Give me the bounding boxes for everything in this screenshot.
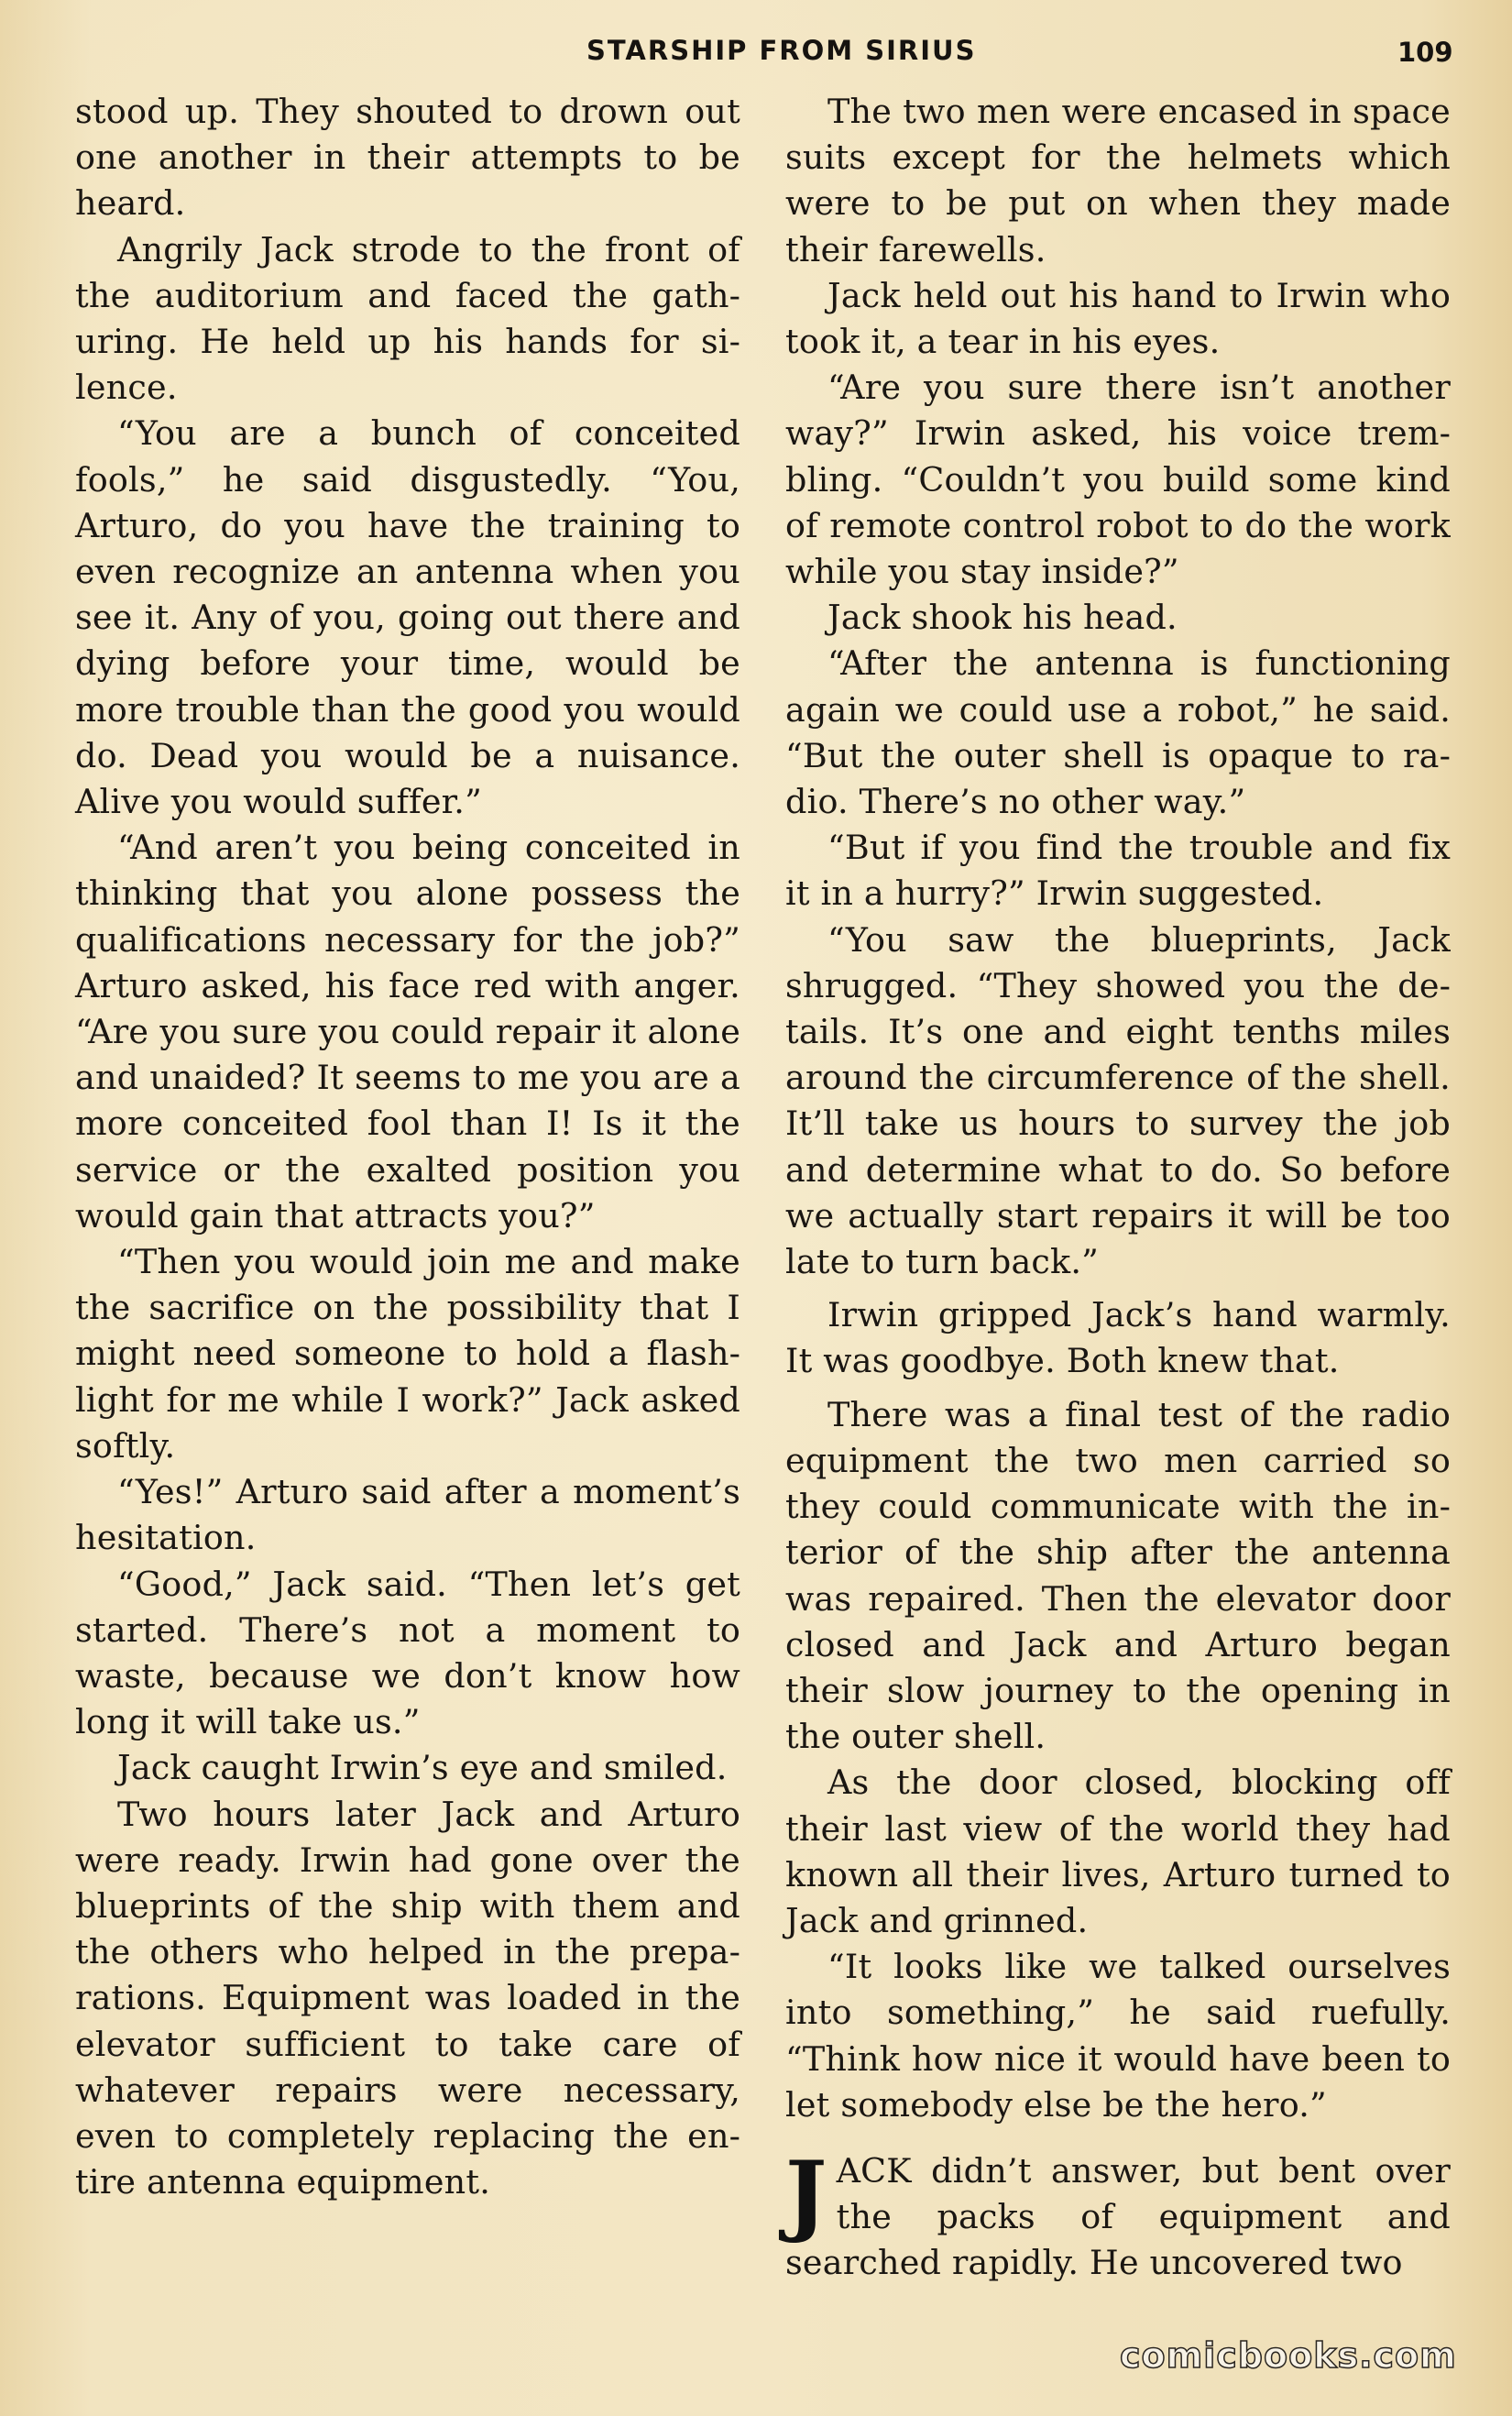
paragraph: “Then you would join me and make the sacrifice on the possibility that I might need someone to hold a flashlight for me while I work?” Jack asked softly. bbox=[75, 1242, 740, 1466]
paragraph: “You are a bunch of conceited fools,” he said disgustedly. “You, Arturo, do you have the training to even recognize an antenna when you see it. Any of you, going out there and dying before your time, would be more trouble than the good you would do. Dead you would be a nuisance. Alive you would suffer.” bbox=[75, 413, 740, 822]
paragraph: “You saw the blueprints, Jack shrugged. “They showed you the details. It’s one and eight tenths miles around the circumference of the shell. It’ll take us hours to survey the job and determine what to do. So before we actually start repairs it will be too late to turn back.” bbox=[785, 919, 1451, 1282]
page-number: 109 bbox=[1397, 37, 1453, 68]
paragraph: Jack shook his head. bbox=[827, 598, 1178, 638]
paragraph: There was a final test of the radio equipment the two men carried so they could communicate with the interior of the ship after the antenna was repaired. Then the elevator door closed and Jack and Arturo began their slow journey to the opening in the outer shell. bbox=[785, 1394, 1451, 1757]
paragraph: Angrily Jack strode to the front of the auditorium and faced the gathuring. He held up his hands for silence. bbox=[75, 229, 740, 408]
watermark: comicbooks.com bbox=[1120, 2335, 1457, 2376]
section-opening-paragraph bbox=[785, 2141, 1451, 2287]
paragraph: Irwin gripped Jack’s hand warmly. It was goodbye. Both knew that. bbox=[785, 1295, 1451, 1381]
paragraph: “Yes!” Arturo said after a moment’s hesitation. bbox=[75, 1472, 740, 1558]
paragraph: “And aren’t you being conceited in thinking that you alone possess the qualifications necessary for the job?” Arturo asked, his face red with anger. “Are you sure you could repair it alone and unaided? It seems to me you are a more conceited fool than I! Is it the service or the exalted position you would gain that attracts you?” bbox=[75, 828, 740, 1235]
running-title: STARSHIP FROM SIRIUS bbox=[586, 35, 977, 66]
running-header bbox=[0, 35, 1512, 71]
paragraph: stood up. They shouted to drown out one another in their attempts to be heard. bbox=[75, 92, 740, 224]
paragraph: Jack caught Irwin’s eye and smiled. bbox=[117, 1748, 728, 1788]
left-text-column bbox=[75, 89, 740, 2205]
paragraph: “Good,” Jack said. “Then let’s get started. There’s not a moment to waste, because we don’t know how long it will take us.” bbox=[75, 1564, 740, 1742]
paragraph: “But if you find the trouble and fix it in a hurry?” Irwin suggested. bbox=[785, 828, 1451, 914]
paragraph: “Are you sure there isn’t another way?” Irwin asked, his voice trembling. “Couldn’t you build some kind of remote control robot to do the work while you stay inside?” bbox=[785, 368, 1451, 592]
paragraph: Jack held out his hand to Irwin who took it, a tear in his eyes. bbox=[785, 275, 1451, 362]
paragraph-text: ACK didn’t answer, but bent over the packs of equipment and searched rapidly. He uncovered two bbox=[785, 2150, 1451, 2283]
paragraph: Two hours later Jack and Arturo were ready. Irwin had gone over the blueprints of the ship with them and the others who helped in the preparations. Equipment was loaded in the elevator sufficient to take care of whatever repairs were necessary, even to completely replacing the entire antenna equipment. bbox=[75, 1794, 740, 2202]
right-text-column bbox=[785, 89, 1451, 2287]
drop-cap: J bbox=[785, 2141, 827, 2246]
paragraph: As the door closed, blocking off their last view of the world they had known all their lives, Arturo turned to Jack and grinned. bbox=[785, 1763, 1451, 1940]
paragraph: “After the antenna is functioning again we could use a robot,” he said. “But the outer shell is opaque to radio. There’s no other way.” bbox=[785, 643, 1451, 822]
paragraph: “It looks like we talked ourselves into something,” he said ruefully. “Think how nice it would have been to let somebody else be the hero.” bbox=[785, 1947, 1451, 2125]
paragraph: The two men were encased in space suits except for the helmets which were to be put on when they made their farewells. bbox=[785, 92, 1451, 269]
